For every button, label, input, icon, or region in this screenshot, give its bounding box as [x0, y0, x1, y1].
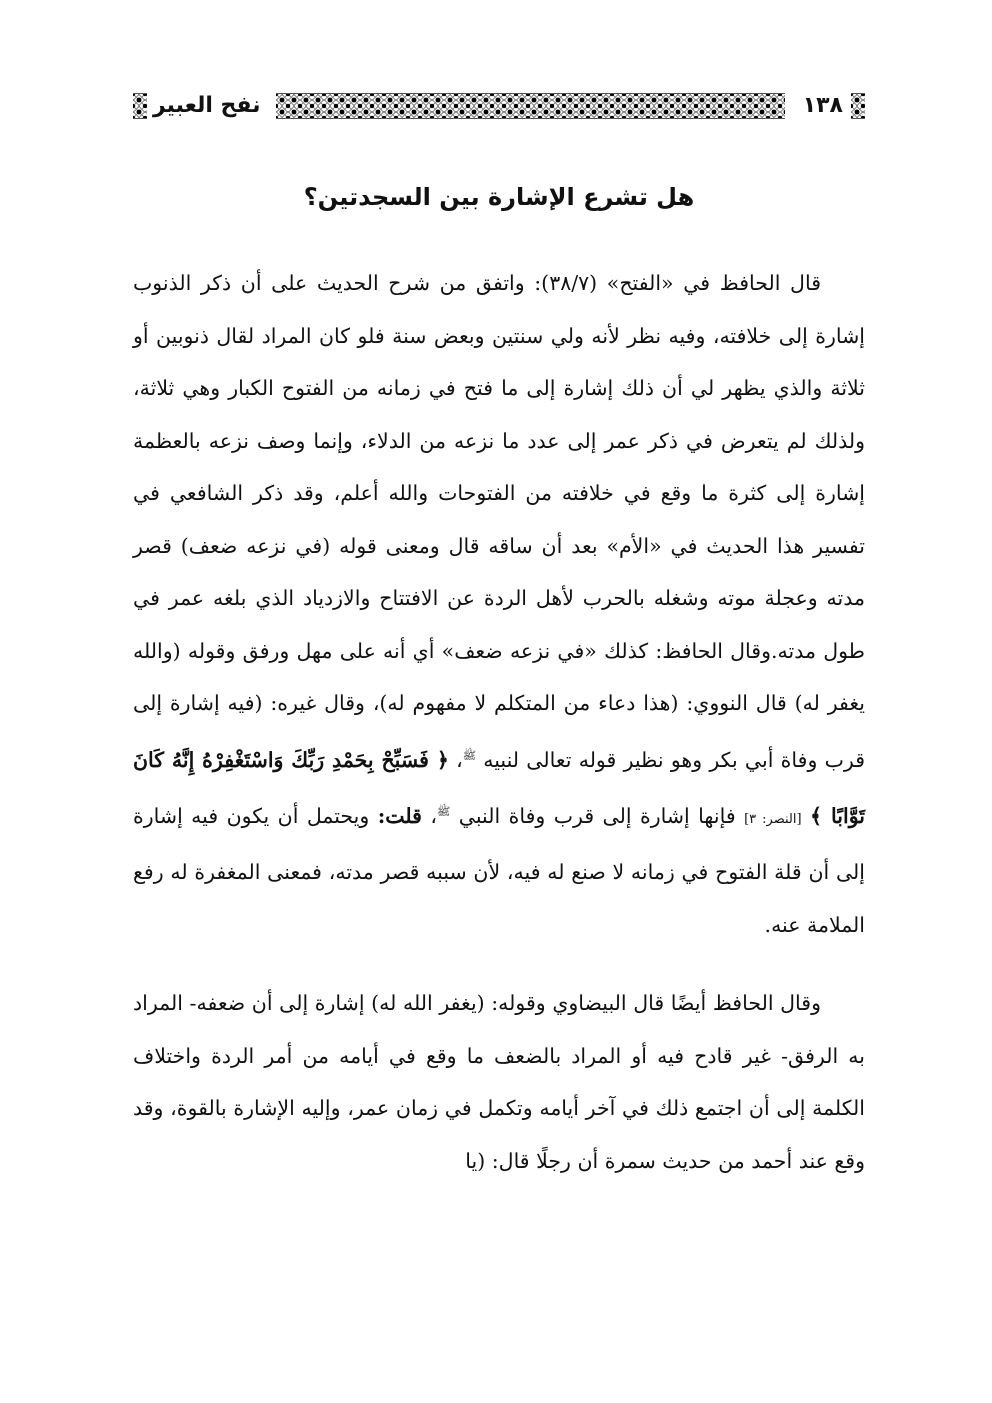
quran-verse: ﴿ فَسَبِّحْ بِحَمْدِ رَبِّكَ وَاسْتَغْفِرْهُ إِنَّهُ كَانَ تَوَّابًا ﴾ [133, 747, 866, 828]
honorific-icon: ﷺ [437, 805, 451, 819]
page-header [133, 88, 865, 124]
ornament-icon [133, 93, 147, 119]
book-title: نفح العبير [153, 93, 261, 118]
section-title: هل تشرع الإشارة بين السجدتين؟ [303, 183, 695, 211]
bold-label: قلت: [377, 803, 422, 828]
paragraph-1 [133, 257, 865, 951]
paragraph-text: وقال الحافظ أيضًا قال البيضاوي وقوله: (يغفر الله له) إشارة إلى أن ضعفه- المراد به الرفق- غير قادح فيه أو المراد بالضعف ما وقع في أيامه من أمر الردة واختلاف الكلمة إلى أن اجتمع ذلك في آخر أيامه وتكمل في زمان عمر، وإليه الإشارة بالقوة، وقد وقع عند أحمد من حديث سمرة أن رجلًا قال: (يا [133, 991, 865, 1173]
ornament-icon [851, 93, 865, 119]
page-number: ١٣٨ [802, 93, 843, 118]
paragraph-text: قال الحافظ في «الفتح» (٣٨/٧): واتفق من شرح الحديث على أن ذكر الذنوب إشارة إلى خلافته، وفيه نظر لأنه ولي سنتين وبعض سنة فلو كان المراد لقال ذنوبين أو ثلاثة والذي يظهر لي أن ذلك إشارة إلى ما فتح في زمانه من الفتوح الكبار وهي ثلاثة، ولذلك لم يتعرض في ذكر عمر إلى عدد ما نزعه من الدلاء، وإنما وصف نزعه بالعظمة إشارة إلى كثرة ما وقع في خلافته من الفتوحات والله أعلم، وقد ذكر الشافعي في تفسير هذا الحديث في «الأم» بعد أن ساقه قال ومعنى قوله (في نزعه ضعف) قصر مدته وعجلة موته وشغله بالحرب لأهل الردة عن الافتتاح والازدياد الذي بلغه عمر في طول مدته.وقال الحافظ: كذلك «في نزعه ضعف» أي أنه على مهل ورفق وقوله (والله يغفر له) قال النووي: (هذا دعاء من المتكلم لا مفهوم له)، وقال غيره: (فيه إشارة إلى قرب وفاة أبي بكر وهو نظير قوله تعالى لنبيه [133, 271, 865, 772]
paragraph-text: ، [421, 803, 438, 828]
honorific-icon: ﷺ [462, 748, 476, 762]
paragraph-text: ، [448, 747, 463, 772]
paragraph-text: ويحتمل أن يكون فيه إشارة إلى أن قلة الفتوح في زمانه لا صنع له فيه، لأن سببه قصر مدته، فمعنى المغفرة له رفع الملامة عنه. [133, 803, 865, 937]
ornamental-border [276, 93, 784, 119]
book-page [133, 88, 865, 1187]
paragraph-2 [133, 977, 865, 1187]
verse-reference: [النصر: ٣] [744, 811, 802, 827]
paragraph-text: فإنها إشارة إلى قرب وفاة النبي [458, 803, 745, 828]
